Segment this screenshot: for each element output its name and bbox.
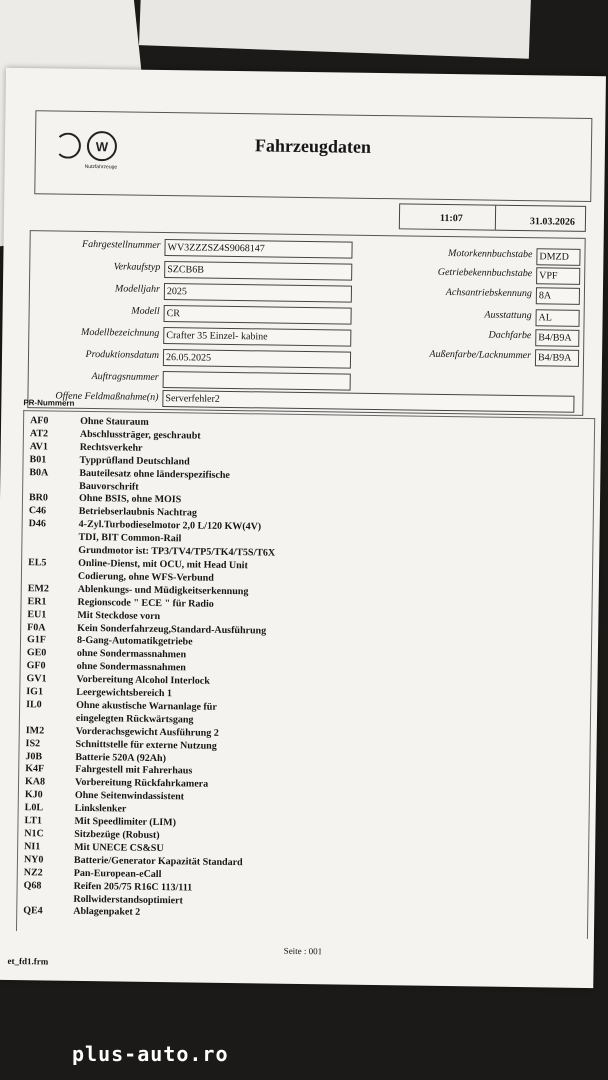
pr-description: Schnittstelle für externe Nutzung — [75, 738, 217, 752]
pr-code: EL5 — [28, 557, 47, 569]
pr-description: Regionscode " ECE " für Radio — [77, 596, 214, 610]
pr-description: Codierung, ohne WFS-Verbund — [77, 570, 214, 584]
sales-type-value: SZCB6B — [164, 261, 352, 281]
engine-code-label: Motorkennbuchstabe — [447, 248, 533, 261]
equipment-value: AL — [535, 309, 579, 327]
pr-list — [17, 415, 594, 926]
pr-code: IS2 — [25, 737, 41, 750]
pr-code — [22, 570, 78, 584]
pr-description: Rechtsverkehr — [79, 441, 143, 454]
pr-code: GV1 — [26, 673, 47, 685]
pr-description: Batterie 520A (92Ah) — [75, 751, 167, 764]
pr-code: KJ0 — [24, 789, 43, 801]
pr-description: Typprüfland Deutschland — [79, 454, 190, 468]
pr-description: ohne Sondermassnahmen — [76, 648, 187, 661]
model-year-value: 2025 — [164, 283, 352, 303]
pr-code: F0A — [27, 621, 46, 633]
roof-color-value: B4/B9A — [535, 329, 579, 347]
pr-description: Sitzbezüge (Robust) — [74, 828, 160, 842]
pr-code: GF0 — [26, 660, 46, 672]
pr-description: 8-Gang-Automatikgetriebe — [76, 635, 193, 648]
model-year-label: Modelljahr — [114, 283, 161, 295]
equipment-label: Ausstattung — [484, 309, 532, 322]
pr-description: Betriebserlaubnis Nachtrag — [78, 506, 197, 519]
date: 31.03.2026 — [529, 216, 576, 228]
divider — [495, 206, 496, 230]
model-value: CR — [163, 305, 351, 325]
pr-description: Mit UNECE CS&SU — [74, 841, 164, 854]
pr-code: QE4 — [23, 905, 43, 917]
pr-description: Mit Speedlimiter (LIM) — [74, 815, 177, 829]
pr-code: C46 — [28, 505, 47, 517]
pr-numbers-frame — [16, 410, 595, 939]
pr-code: ER1 — [27, 595, 47, 608]
pr-code: NY0 — [23, 853, 44, 866]
pr-code: N1C — [24, 828, 44, 840]
pr-description: Ohne akustische Warnanlage für — [76, 699, 217, 713]
engine-code-value: DMZD — [536, 248, 580, 266]
pr-code: K4F — [25, 763, 45, 775]
vw-emblem-icon: W — [87, 131, 117, 161]
pr-description: TDI, BIT Common-Rail — [78, 532, 182, 545]
page-title: Fahrzeugdaten — [254, 135, 372, 157]
roof-color-label: Dachfarbe — [488, 329, 532, 342]
pr-description: eingelegten Rückwärtsgang — [75, 712, 194, 726]
pr-description: Ablagenpaket 2 — [73, 906, 141, 919]
pr-description: Bauteilesatz ohne länderspezifische — [79, 467, 230, 481]
pr-code: BR0 — [28, 492, 49, 504]
open-campaigns-value: Serverfehler2 — [162, 390, 574, 413]
watermark: plus-auto.ro — [72, 1042, 229, 1066]
vin-value: WV3ZZZSZ4S9068147 — [164, 239, 352, 259]
body-color-value: B4/B9A — [535, 349, 579, 367]
pr-code — [23, 480, 79, 494]
pr-code: AV1 — [29, 440, 48, 453]
pr-description: Ohne Stauraum — [80, 415, 149, 428]
pr-description: Grundmotor ist: TP3/TV4/TP5/TK4/T5S/T6X — [78, 544, 276, 559]
pr-description: Reifen 205/75 R16C 113/111 — [73, 880, 193, 894]
pr-code: B01 — [29, 453, 47, 466]
model-name-value: Crafter 35 Einzel- kabine — [163, 327, 351, 347]
pr-heading: PR-Nummern — [23, 398, 75, 408]
pr-code: NI1 — [24, 841, 41, 853]
pr-code: IL0 — [26, 699, 42, 711]
pr-code — [20, 712, 76, 726]
body-color-label: Außenfarbe/Lacknummer — [429, 348, 532, 362]
pr-description: Batterie/Generator Kapazität Standard — [73, 854, 243, 869]
pr-code: IM2 — [25, 724, 45, 737]
pr-description: Mit Steckdose vorn — [77, 609, 161, 622]
pr-code: KA8 — [24, 776, 46, 788]
pr-description: Abschlussträger, geschraubt — [79, 428, 201, 442]
production-date-label: Produktionsdatum — [85, 348, 160, 361]
pr-description: Leergewichtsbereich 1 — [76, 686, 173, 700]
pr-code: G1F — [26, 634, 47, 646]
vehicle-data-frame — [27, 230, 585, 416]
pr-code: L0L — [24, 802, 44, 814]
pr-description: Ohne Seitenwindassistent — [74, 790, 185, 803]
pr-description: Pan-European-eCall — [73, 867, 162, 880]
order-number-value — [163, 371, 351, 391]
pr-code: J0B — [25, 750, 43, 762]
vw-logo — [44, 130, 125, 181]
gearbox-code-value: VPF — [536, 267, 580, 285]
model-label: Modell — [131, 305, 160, 317]
pr-description: Ablenkungs- und Müdigkeitserkennung — [77, 583, 249, 598]
pr-code: EM2 — [27, 582, 49, 595]
pr-code — [22, 531, 78, 545]
pr-description: ohne Sondermassnahmen — [76, 661, 186, 674]
pr-code: B0A — [29, 466, 49, 479]
production-date-value: 26.05.2025 — [163, 349, 351, 369]
vehicle-data-sheet — [0, 68, 606, 988]
pr-code: AT2 — [29, 428, 49, 440]
page-number: Seite : 001 — [283, 945, 323, 957]
pr-code: LT1 — [24, 815, 43, 827]
pr-description: Vorbereitung Alcohol Interlock — [76, 673, 210, 687]
order-number-label: Auftragsnummer — [91, 371, 159, 383]
open-campaigns-label: Offene Feldmaßnahme(n) — [55, 390, 159, 403]
model-name-label: Modellbezeichnung — [80, 326, 160, 339]
pr-description: Rollwiderstandsoptimiert — [73, 893, 183, 906]
background-paper-top — [139, 0, 531, 59]
pr-code: Q68 — [23, 879, 42, 892]
pr-description: Bauvorschrift — [79, 480, 139, 493]
axle-code-value: 8A — [536, 287, 580, 305]
axle-code-label: Achsantriebskennung — [445, 286, 533, 300]
pr-description: Fahrgestell mit Fahrerhaus — [75, 764, 193, 777]
sales-type-label: Verkaufstyp — [113, 261, 161, 273]
pr-code: D46 — [28, 518, 46, 530]
pr-code: GE0 — [26, 647, 47, 659]
pr-code: IG1 — [26, 686, 44, 698]
pr-code — [17, 893, 73, 907]
pr-code: EU1 — [27, 608, 47, 621]
time: 11:07 — [439, 212, 463, 225]
pr-description: Vorderachsgewicht Ausführung 2 — [75, 725, 219, 739]
form-id: et_fd1.frm — [7, 955, 49, 967]
gearbox-code-label: Getriebekennbuchstabe — [437, 266, 533, 280]
pr-code: NZ2 — [23, 866, 43, 879]
pr-description: Ohne BSIS, ohne MOIS — [78, 493, 182, 506]
pr-description: Kein Sonderfahrzeug,Standard-Ausführung — [77, 622, 267, 636]
pr-description: Linkslenker — [74, 803, 127, 815]
vin-label: Fahrgestellnummer — [81, 238, 161, 251]
pr-description: Online-Dienst, mit OCU, mit Head Unit — [78, 557, 248, 572]
pr-description: 4-Zyl.Turbodieselmotor 2,0 L/120 KW(4V) — [78, 519, 262, 533]
pr-code: AF0 — [30, 415, 49, 427]
timestamp-box — [399, 203, 586, 232]
pr-code — [22, 544, 78, 558]
logo-ring-icon — [55, 133, 81, 159]
logo-subtitle: Nutzfahrzeuge — [84, 163, 118, 171]
pr-description: Vorbereitung Rückfahrkamera — [74, 777, 209, 791]
